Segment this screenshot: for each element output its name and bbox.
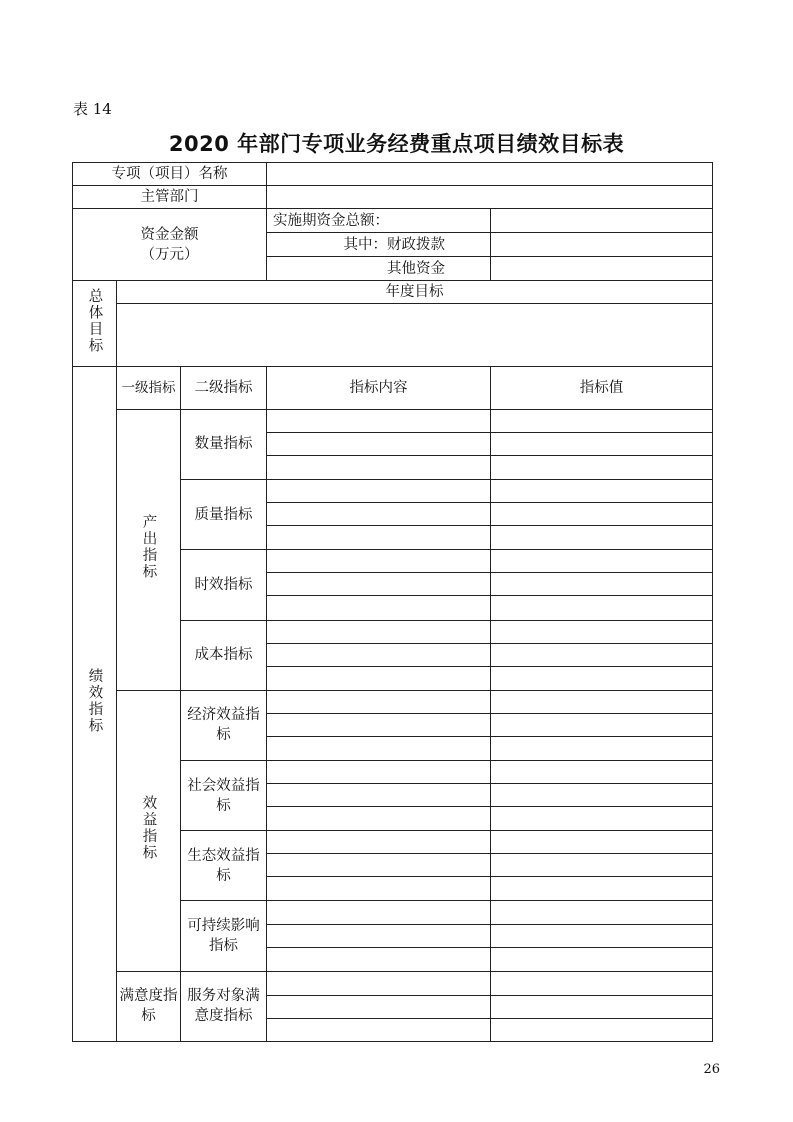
content-header: 指标内容 — [267, 366, 491, 409]
level1-header: 一级指标 — [117, 366, 181, 409]
quality-indicator: 质量指标 — [181, 480, 267, 550]
indicator-content-cell[interactable] — [267, 901, 491, 924]
indicator-value-cell[interactable] — [491, 736, 713, 760]
indicator-value-cell[interactable] — [491, 971, 713, 995]
indicator-content-cell[interactable] — [267, 784, 491, 807]
other-funds-label: 其他资金 — [267, 257, 491, 281]
page-number: 26 — [703, 1062, 720, 1077]
indicator-value-cell[interactable] — [491, 550, 713, 573]
indicator-content-cell[interactable] — [267, 971, 491, 995]
performance-target-table — [72, 162, 713, 1042]
indicator-value-cell[interactable] — [491, 760, 713, 783]
indicator-content-cell[interactable] — [267, 924, 491, 947]
fiscal-funds-label: 其中：财政拨款 — [267, 233, 491, 257]
table-number: 表 14 — [73, 100, 112, 118]
indicator-value-cell[interactable] — [491, 807, 713, 831]
indicator-value-cell[interactable] — [491, 924, 713, 947]
indicator-value-cell[interactable] — [491, 666, 713, 690]
indicator-content-cell[interactable] — [267, 690, 491, 713]
social-benefit-indicator: 社会效益指标 — [181, 760, 267, 830]
indicator-value-cell[interactable] — [491, 831, 713, 854]
department-label: 主管部门 — [73, 186, 267, 209]
indicator-content-cell[interactable] — [267, 643, 491, 666]
project-name-label: 专项（项目）名称 — [73, 163, 267, 186]
indicator-content-cell[interactable] — [267, 620, 491, 643]
project-name-value[interactable] — [267, 163, 713, 186]
indicator-content-cell[interactable] — [267, 573, 491, 596]
indicator-value-cell[interactable] — [491, 947, 713, 971]
performance-indicators-label: 绩效指标 — [86, 667, 103, 734]
indicator-content-cell[interactable] — [267, 1018, 491, 1041]
indicator-value-cell[interactable] — [491, 503, 713, 526]
indicator-value-cell[interactable] — [491, 901, 713, 924]
output-indicators-cell — [117, 409, 181, 690]
indicator-value-cell[interactable] — [491, 596, 713, 620]
indicator-value-cell[interactable] — [491, 995, 713, 1018]
department-value[interactable] — [267, 186, 713, 209]
indicator-content-cell[interactable] — [267, 947, 491, 971]
timeliness-indicator: 时效指标 — [181, 550, 267, 620]
indicator-value-cell[interactable] — [491, 690, 713, 713]
indicator-content-cell[interactable] — [267, 550, 491, 573]
indicator-content-cell[interactable] — [267, 854, 491, 877]
indicator-content-cell[interactable] — [267, 877, 491, 901]
indicator-content-cell[interactable] — [267, 713, 491, 736]
overall-goal-label: 总体目标 — [86, 287, 103, 354]
indicator-content-cell[interactable] — [267, 432, 491, 455]
service-satisfaction-indicator: 服务对象满意度指标 — [181, 971, 267, 1041]
indicator-content-cell[interactable] — [267, 596, 491, 620]
overall-goal-label-cell — [73, 281, 117, 366]
indicator-value-cell[interactable] — [491, 643, 713, 666]
indicator-content-cell[interactable] — [267, 995, 491, 1018]
indicator-content-cell[interactable] — [267, 455, 491, 479]
indicator-content-cell[interactable] — [267, 526, 491, 550]
benefit-indicators-label: 效益指标 — [140, 794, 157, 861]
funds-label-cell — [73, 209, 267, 281]
output-indicators-label: 产出指标 — [140, 513, 157, 580]
indicator-content-cell[interactable] — [267, 503, 491, 526]
cost-indicator: 成本指标 — [181, 620, 267, 690]
indicator-value-cell[interactable] — [491, 526, 713, 550]
funds-label: 资金金额 — [140, 226, 199, 243]
indicator-value-cell[interactable] — [491, 877, 713, 901]
total-funds-label: 实施期资金总额： — [267, 209, 491, 233]
other-funds-value[interactable] — [491, 257, 713, 281]
benefit-indicators-cell — [117, 690, 181, 971]
indicator-value-cell[interactable] — [491, 620, 713, 643]
performance-indicators-label-cell — [73, 366, 117, 1041]
indicator-value-cell[interactable] — [491, 573, 713, 596]
level2-header: 二级指标 — [181, 366, 267, 409]
indicator-value-cell[interactable] — [491, 713, 713, 736]
indicator-value-cell[interactable] — [491, 784, 713, 807]
indicator-content-cell[interactable] — [267, 666, 491, 690]
annual-goal-header: 年度目标 — [117, 281, 713, 304]
funds-unit: （万元） — [140, 246, 199, 263]
sustainable-impact-indicator: 可持续影响指标 — [181, 901, 267, 971]
satisfaction-indicators-cell: 满意度指标 — [117, 971, 181, 1041]
quantity-indicator: 数量指标 — [181, 409, 267, 479]
total-funds-value[interactable] — [491, 209, 713, 233]
indicator-content-cell[interactable] — [267, 409, 491, 432]
value-header: 指标值 — [491, 366, 713, 409]
indicator-content-cell[interactable] — [267, 807, 491, 831]
indicator-value-cell[interactable] — [491, 1018, 713, 1041]
indicator-value-cell[interactable] — [491, 432, 713, 455]
annual-goal-value[interactable] — [117, 304, 713, 366]
ecological-benefit-indicator: 生态效益指标 — [181, 831, 267, 901]
indicator-content-cell[interactable] — [267, 480, 491, 503]
fiscal-funds-value[interactable] — [491, 233, 713, 257]
indicator-value-cell[interactable] — [491, 854, 713, 877]
indicator-value-cell[interactable] — [491, 409, 713, 432]
document-title: 2020 年部门专项业务经费重点项目绩效目标表 — [168, 132, 625, 156]
economic-benefit-indicator: 经济效益指标 — [181, 690, 267, 760]
indicator-content-cell[interactable] — [267, 831, 491, 854]
indicator-value-cell[interactable] — [491, 480, 713, 503]
indicator-value-cell[interactable] — [491, 455, 713, 479]
indicator-content-cell[interactable] — [267, 760, 491, 783]
indicator-content-cell[interactable] — [267, 736, 491, 760]
